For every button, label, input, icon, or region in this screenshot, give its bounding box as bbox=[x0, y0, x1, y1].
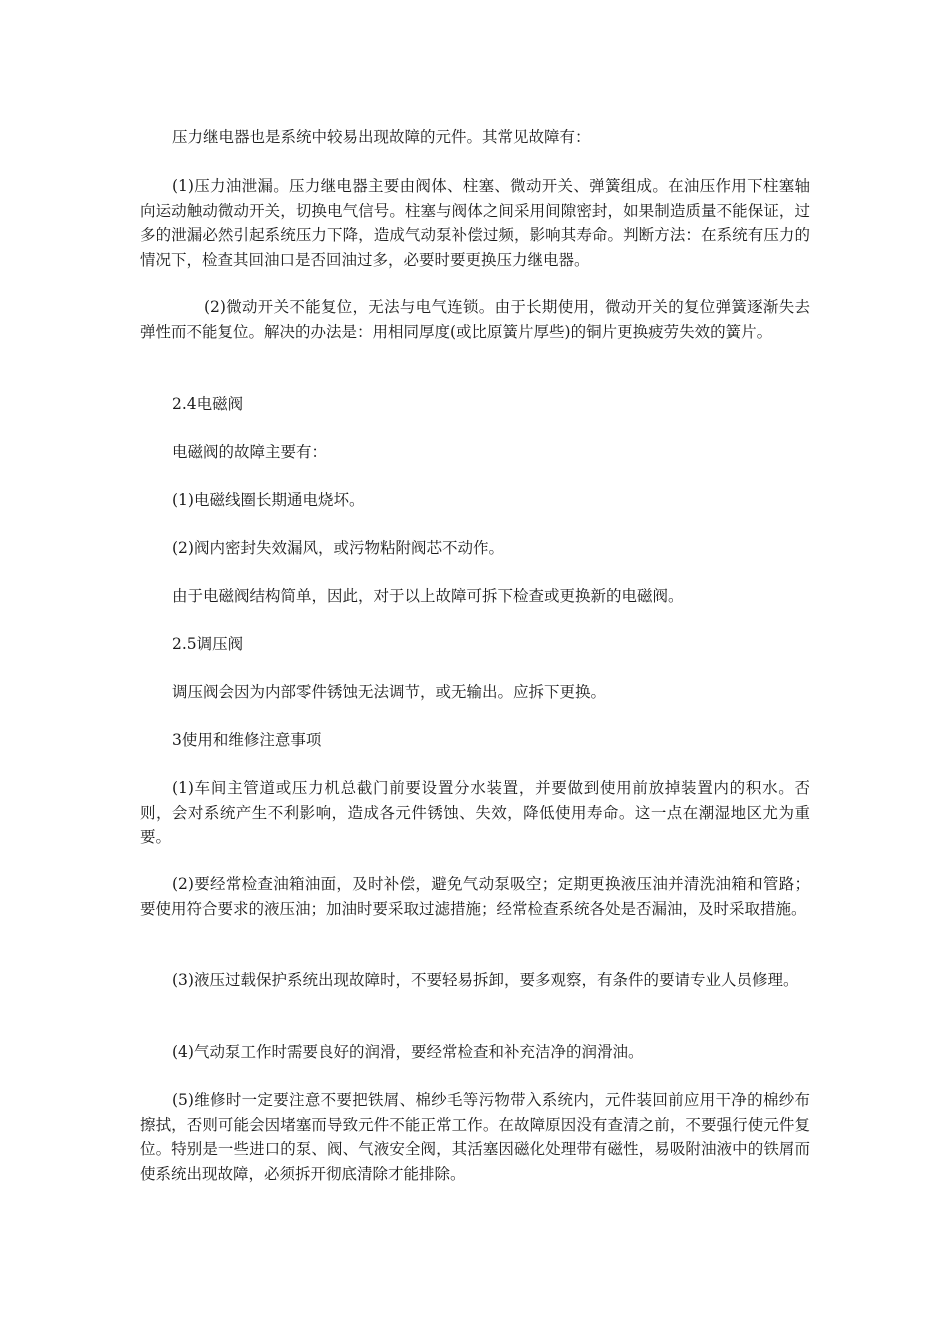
section-heading-3: 3使用和维修注意事项 bbox=[172, 731, 322, 749]
paragraph-note-4: (4)气动泵工作时需要良好的润滑，要经常检查和补充洁净的润滑油。 bbox=[172, 1043, 644, 1061]
paragraph-note-1: (1)车间主管道或压力机总截门前要设置分水装置，并要做到使用前放掉装置内的积水。否则，会对系统产生不利影响，造成各元件锈蚀、失效，降低使用寿命。这一点在潮湿地区尤为重要。 bbox=[140, 779, 810, 846]
paragraph-microswitch: (2)微动开关不能复位，无法与电气连锁。由于长期使用，微动开关的复位弹簧逐渐失去弹性而不能复位。解决的办法是：用相同厚度(或比原簧片厚些)的铜片更换疲劳失效的簧片。 bbox=[140, 298, 810, 341]
list-item-coil: (1)电磁线圈长期通电烧坏。 bbox=[172, 491, 365, 509]
paragraph-note-5: (5)维修时一定要注意不要把铁屑、棉纱毛等污物带入系统内，元件装回前应用干净的棉纱布擦拭，否则可能会因堵塞而导致元件不能正常工作。在故障原因没有查清之前，不要强行使元件复位。特别是一些进口的泵、阀、气液安全阀，其活塞因磁化处理带有磁性，易吸附油液中的铁屑而使系统出现故障，必须拆开彻底清除才能排除。 bbox=[140, 1091, 810, 1183]
paragraph-solenoid-fix: 由于电磁阀结构简单，因此，对于以上故障可拆下检查或更换新的电磁阀。 bbox=[172, 587, 684, 605]
list-item-seal: (2)阀内密封失效漏风，或污物粘附阀芯不动作。 bbox=[172, 539, 504, 557]
paragraph-intro: 压力继电器也是系统中较易出现故障的元件。其常见故障有： bbox=[172, 128, 591, 146]
section-heading-2-5: 2.5调压阀 bbox=[172, 635, 244, 653]
section-heading-2-4: 2.4电磁阀 bbox=[172, 395, 244, 413]
paragraph-note-3: (3)液压过载保护系统出现故障时，不要轻易拆卸，要多观察，有条件的要请专业人员修理。 bbox=[172, 971, 799, 989]
paragraph-regulator: 调压阀会因为内部零件锈蚀无法调节，或无输出。应拆下更换。 bbox=[172, 683, 607, 701]
paragraph-solenoid-faults: 电磁阀的故障主要有： bbox=[172, 443, 328, 461]
paragraph-pressure-leak: (1)压力油泄漏。压力继电器主要由阀体、柱塞、微动开关、弹簧组成。在油压作用下柱塞轴向运动触动微动开关，切换电气信号。柱塞与阀体之间采用间隙密封，如果制造质量不能保证，过多的泄漏必然引起系统压力下降，造成气动泵补偿过频，影响其寿命。判断方法：在系统有压力的情况下，检查其回油口是否回油过多，必要时要更换压力继电器。 bbox=[140, 177, 810, 269]
paragraph-note-2: (2)要经常检查油箱油面，及时补偿，避免气动泵吸空；定期更换液压油并清洗油箱和管路；要使用符合要求的液压油；加油时要采取过滤措施；经常检查系统各处是否漏油，及时采取措施。 bbox=[140, 875, 810, 918]
